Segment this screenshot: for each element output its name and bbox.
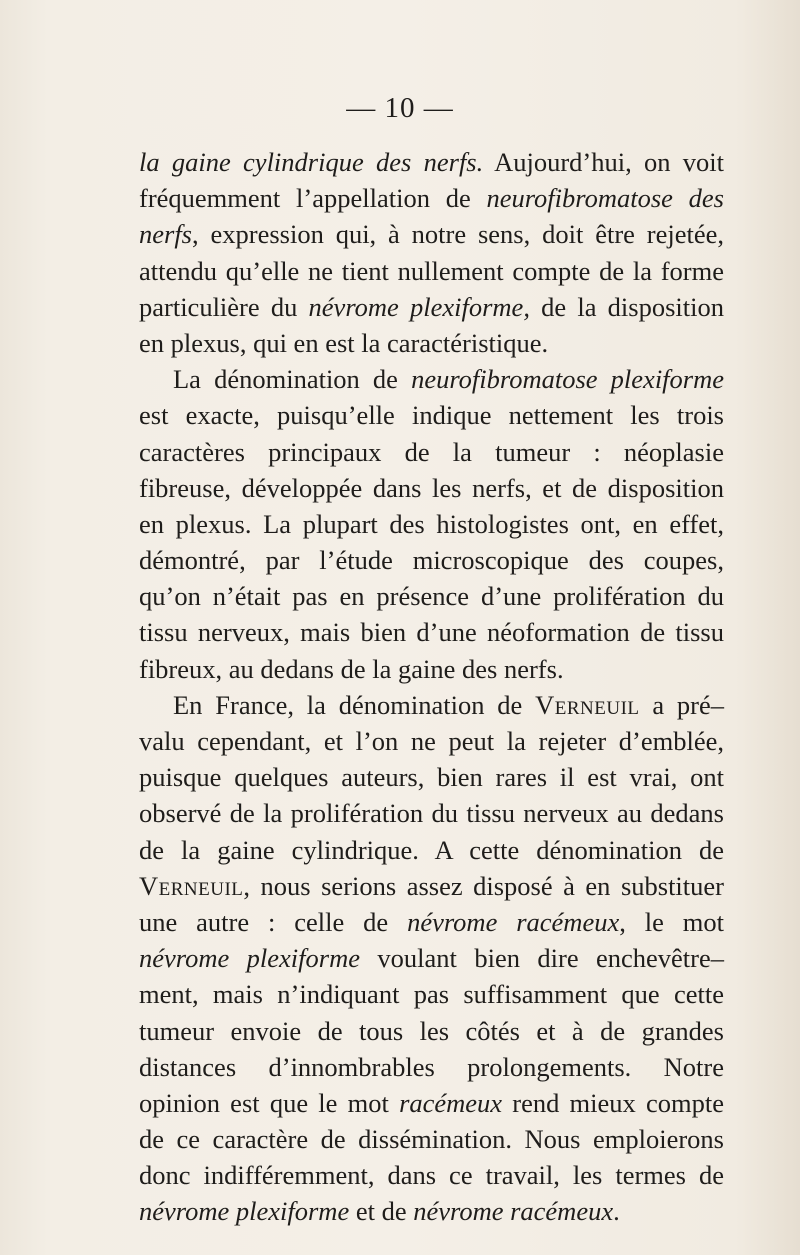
text-line: tumeur envoie de tous les côtés et à de grandes	[139, 1015, 724, 1046]
text-line: donc indifféremment, dans ce travail, les termes de	[139, 1160, 724, 1191]
italic-term: névrome plexiforme	[139, 1196, 350, 1227]
text-line: distances d’innombrables prolongements. Notre	[139, 1051, 724, 1082]
text-line: caractères principaux de la tumeur : néoplasie	[139, 436, 724, 467]
italic-term: la gaine cylindrique des nerfs.	[139, 147, 484, 177]
text-line: La dénomination de neurofibromatose plexiforme	[173, 364, 725, 395]
page-number: — 10 —	[346, 92, 454, 124]
text-line: fréquemment l’appellation de neurofibromatose des	[139, 183, 724, 214]
text-line: une autre : celle de névrome racémeux, le mot	[139, 906, 724, 937]
text-line: puisque quelques auteurs, bien rares il est vrai, ont	[139, 762, 724, 793]
italic-term: névrome racémeux	[413, 1196, 614, 1227]
text-line: névrome plexiforme voulant bien dire enchevêtre–	[139, 943, 724, 974]
text-line: la gaine cylindrique des nerfs. Aujourd’hui, on voit	[139, 147, 724, 177]
text-line: ment, mais n’indiquant pas suffisamment que cette	[139, 979, 724, 1010]
text-line: observé de la prolifération du tissu nerveux au dedans	[139, 798, 724, 829]
text-line: tissu nerveux, mais bien d’une néoformation de tissu	[139, 617, 724, 648]
text-line: est exacte, puisqu’elle indique nettement les trois	[139, 400, 724, 431]
text-line: Verneuil, nous serions assez disposé à en substituer	[139, 870, 724, 901]
text-line: de ce caractère de dissémination. Nous emploierons	[139, 1124, 724, 1155]
text-line: en plexus, qui en est la caractéristique.	[139, 327, 549, 358]
italic-term: névrome plexiforme,	[308, 291, 530, 322]
italic-term: névrome racémeux	[407, 906, 620, 937]
text-line: fibreuse, développée dans les nerfs, et de disposition	[139, 472, 724, 503]
text-line: attendu qu’elle ne tient nullement compte de la forme	[139, 255, 724, 286]
author-name: Verneuil	[139, 870, 244, 901]
text-line: en plexus. La plupart des histologistes ont, en effet,	[139, 508, 724, 539]
text-line: valu cependant, et l’on ne peut la rejeter d’emblée,	[139, 726, 724, 756]
italic-term: neurofibromatose plexiforme	[411, 364, 725, 395]
text-line: En France, la dénomination de Verneuil a pré–	[173, 689, 724, 720]
text-line: névrome plexiforme et de névrome racémeux.	[139, 1196, 620, 1227]
italic-term: nerfs	[139, 219, 192, 250]
italic-term: névrome plexiforme	[139, 943, 360, 974]
body-text	[139, 144, 724, 1230]
text-line: nerfs, expression qui, à notre sens, doit être rejetée,	[139, 219, 724, 250]
italic-term: neurofibromatose des	[486, 183, 724, 214]
italic-term: racémeux	[399, 1087, 503, 1118]
author-name: Verneuil	[535, 689, 640, 720]
text-line: de la gaine cylindrique. A cette dénomination de	[139, 834, 724, 865]
text-line: qu’on n’était pas en présence d’une prolifération du	[139, 581, 724, 612]
text-line: démontré, par l’étude microscopique des coupes,	[139, 545, 724, 576]
text-line: opinion est que le mot racémeux rend mieux compte	[139, 1087, 725, 1118]
text-line: fibreux, au dedans de la gaine des nerfs.	[139, 653, 564, 684]
text-line: particulière du névrome plexiforme, de la disposition	[139, 291, 725, 322]
